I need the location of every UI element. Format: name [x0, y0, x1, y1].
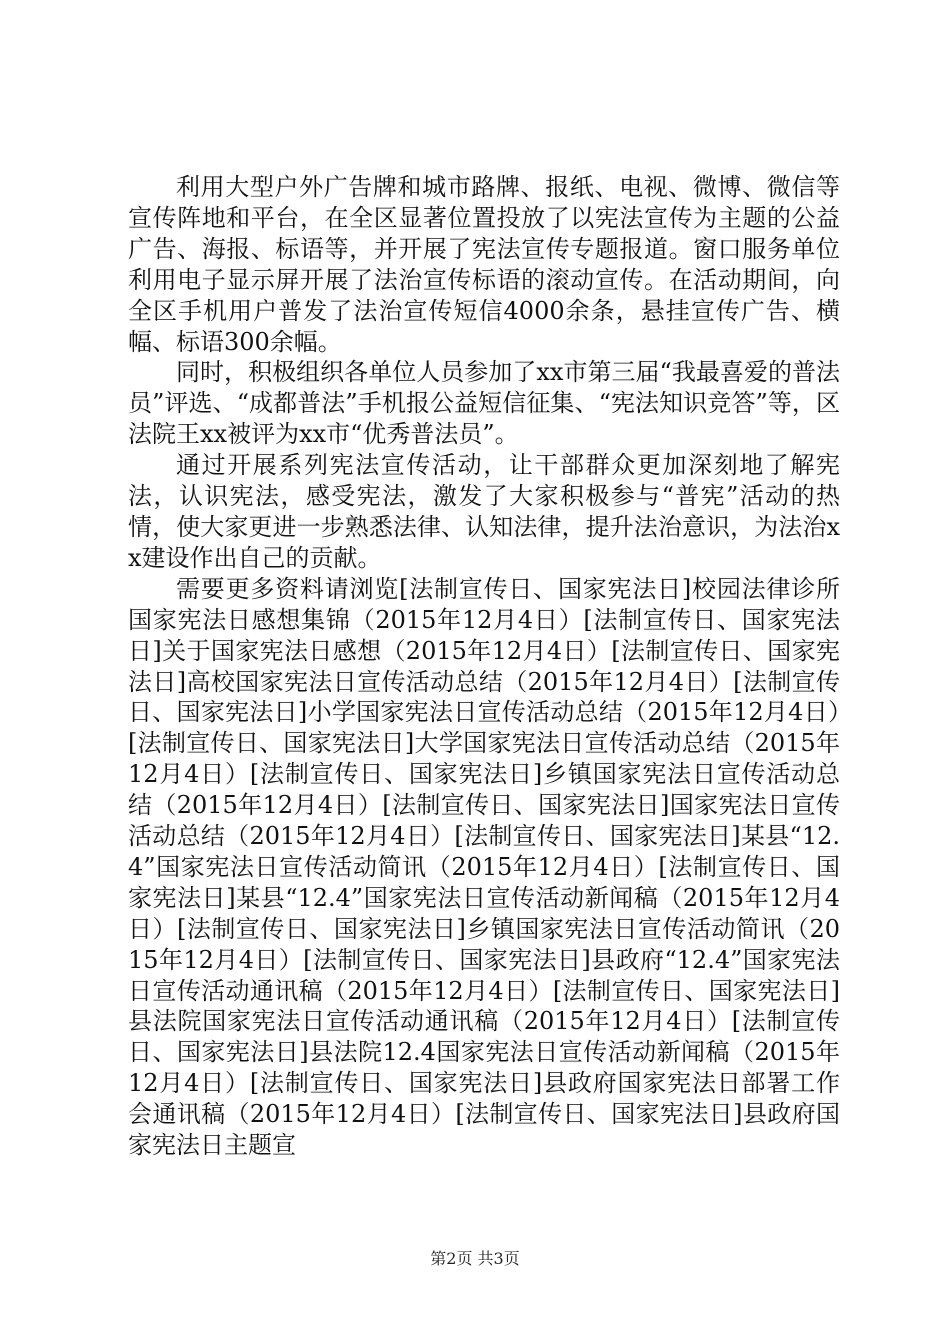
page-number-footer: 第2页 共3页: [430, 1249, 520, 1268]
paragraph-publicity: 利用大型户外广告牌和城市路牌、报纸、电视、微博、微信等宣传阵地和平台，在全区显著位置投放了以宪法宣传为主题的公益广告、海报、标语等，并开展了宪法宣传专题报道。窗口服务单位利用电子显示屏开展了法治宣传标语的滚动宣传。在活动期间，向全区手机用户普发了法治宣传短信4000余条，悬挂宣传广告、横幅、标语300余幅。: [128, 173, 840, 356]
document-body: [128, 172, 840, 1161]
paragraph-summary: 通过开展系列宪法宣传活动，让干部群众更加深刻地了解宪法，认识宪法，感受宪法，激发了大家积极参与“普宪”活动的热情，使大家更进一步熟悉法律、认知法律，提升法治意识，为法治xx建设作出自己的贡献。: [128, 451, 840, 572]
paragraph-activities: 同时，积极组织各单位人员参加了xx市第三届“我最喜爱的普法员”评选、“成都普法”手机报公益短信征集、“宪法知识竞答”等，区法院王xx被评为xx市“优秀普法员”。: [128, 358, 840, 449]
paragraph-references: 需要更多资料请浏览[法制宣传日、国家宪法日]校园法律诊所国家宪法日感想集锦（2015年12月4日）[法制宣传日、国家宪法日]关于国家宪法日感想（2015年12月4日）[法制宣传日、国家宪法日]高校国家宪法日宣传活动总结（2015年12月4日）[法制宣传日、国家宪法日]小学国家宪法日宣传活动总结（2015年12月4日）[法制宣传日、国家宪法日]大学国家宪法日宣传活动总结（2015年12月4日）[法制宣传日、国家宪法日]乡镇国家宪法日宣传活动总结（2015年12月4日）[法制宣传日、国家宪法日]国家宪法日宣传活动总结（2015年12月4日）[法制宣传日、国家宪法日]某县“12.4”国家宪法日宣传活动简讯（2015年12月4日）[法制宣传日、国家宪法日]某县“12.4”国家宪法日宣传活动新闻稿（2015年12月4日）[法制宣传日、国家宪法日]乡镇国家宪法日宣传活动简讯（2015年12月4日）[法制宣传日、国家宪法日]县政府“12.4”国家宪法日宣传活动通讯稿（2015年12月4日）[法制宣传日、国家宪法日]县法院国家宪法日宣传活动通讯稿（2015年12月4日）[法制宣传日、国家宪法日]县法院12.4国家宪法日宣传活动新闻稿（2015年12月4日）[法制宣传日、国家宪法日]县政府国家宪法日部署工作会通讯稿（2015年12月4日）[法制宣传日、国家宪法日]县政府国家宪法日主题宣: [128, 574, 840, 1160]
